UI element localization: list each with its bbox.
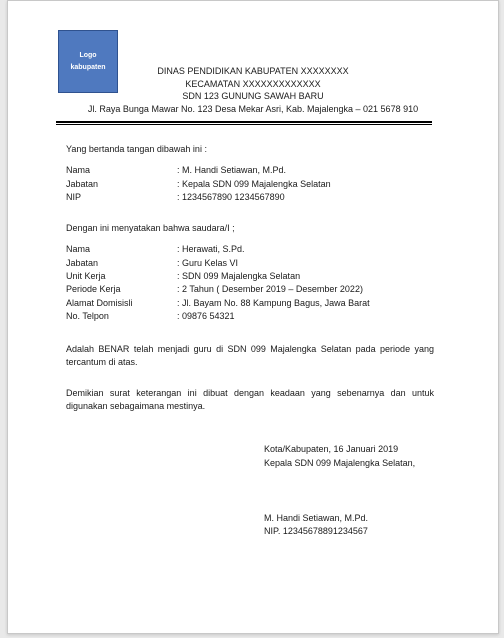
subject-label-phone: No. Telpon xyxy=(66,311,109,321)
signer-value-nip: : 1234567890 1234567890 xyxy=(177,192,285,202)
document-page xyxy=(7,0,499,634)
subject-value-unit: : SDN 099 Majalengka Selatan xyxy=(177,271,301,281)
subject-label-address: Alamat Domisisli xyxy=(66,298,133,308)
subject-label-name: Nama xyxy=(66,244,91,254)
signer-label-name: Nama xyxy=(66,165,91,175)
signature-name: M. Handi Setiawan, M.Pd. xyxy=(264,513,369,523)
header-school: SDN 123 GUNUNG SAWAH BARU xyxy=(182,91,324,101)
header-district: KECAMATAN XXXXXXXXXXXXX xyxy=(185,79,321,89)
paragraph-closing: Demikian surat keterangan ini dibuat dengan keadaan yang sebenarnya dan untuk digunakan sebagaimana mestinya. xyxy=(66,388,434,411)
intro-text: Yang bertanda tangan dibawah ini : xyxy=(66,144,207,154)
subject-label-unit: Unit Kerja xyxy=(66,271,106,281)
header-divider-thick xyxy=(56,121,432,123)
logo-text-1: Logo xyxy=(79,51,97,59)
statement-text: Dengan ini menyatakan bahwa saudara/I ; xyxy=(66,223,235,233)
signature-position: Kepala SDN 099 Majalengka Selatan, xyxy=(264,458,416,468)
subject-value-position: : Guru Kelas VI xyxy=(177,258,239,268)
signature-nip: NIP. 12345678891234567 xyxy=(264,526,368,536)
subject-value-phone: : 09876 54321 xyxy=(177,311,235,321)
signer-value-name: : M. Handi Setiawan, M.Pd. xyxy=(177,165,287,175)
logo-text-2: kabupaten xyxy=(70,63,106,71)
header-address: Jl. Raya Bunga Mawar No. 123 Desa Mekar Asri, Kab. Majalengka – 021 5678 910 xyxy=(87,104,419,114)
subject-value-address: : Jl. Bayam No. 88 Kampung Bagus, Jawa Barat xyxy=(177,298,370,308)
signer-label-nip: NIP xyxy=(66,192,82,202)
subject-label-position: Jabatan xyxy=(66,258,99,268)
signer-label-position: Jabatan xyxy=(66,179,99,189)
subject-value-name: : Herawati, S.Pd. xyxy=(177,244,245,254)
paragraph-confirmation: Adalah BENAR telah menjadi guru di SDN 099 Majalengka Selatan pada periode yang tercantum di atas. xyxy=(66,344,434,367)
signer-value-position: : Kepala SDN 099 Majalengka Selatan xyxy=(177,179,331,189)
signature-place-date: Kota/Kabupaten, 16 Januari 2019 xyxy=(264,444,399,454)
subject-value-period: : 2 Tahun ( Desember 2019 – Desember 2022) xyxy=(177,284,363,294)
header-divider-thin xyxy=(56,124,432,125)
subject-label-period: Periode Kerja xyxy=(66,284,121,294)
header-office: DINAS PENDIDIKAN KABUPATEN XXXXXXXX xyxy=(157,66,349,76)
